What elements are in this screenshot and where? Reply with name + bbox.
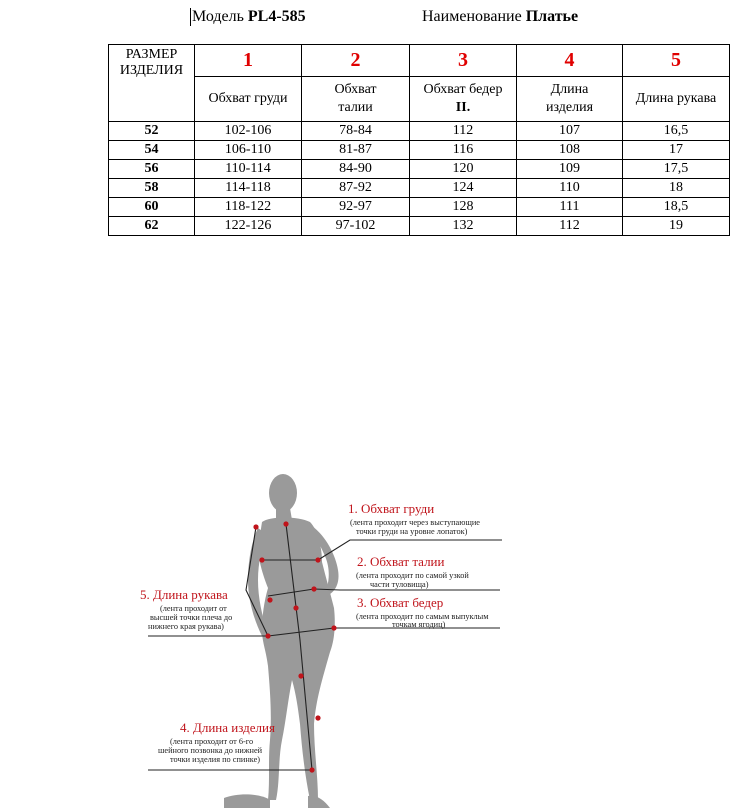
waist-label	[356, 554, 469, 589]
value-cell: 81-87	[302, 141, 410, 160]
table-row	[109, 160, 730, 179]
length-note: (лента проходит от 6-го	[170, 737, 254, 746]
value-cell: 78-84	[302, 122, 410, 141]
column-header: Длина изделия	[517, 77, 623, 122]
size-cell: 52	[109, 122, 195, 141]
marker-dot	[309, 767, 314, 772]
document-header	[0, 8, 736, 30]
value-cell: 87-92	[302, 179, 410, 198]
column-header: Обхват груди	[195, 77, 302, 122]
model-label: Модель	[192, 8, 248, 25]
value-cell: 116	[410, 141, 517, 160]
size-header-line2: ИЗДЕЛИЯ	[119, 63, 184, 78]
length-label	[158, 720, 275, 764]
product-name-value: Платье	[525, 8, 579, 25]
marker-dot	[259, 557, 264, 562]
hips-label	[356, 595, 489, 629]
sleeve-note: нижнего края рукава)	[148, 622, 224, 631]
table-row	[109, 179, 730, 198]
marker-dot	[265, 633, 270, 638]
column-number: 3	[410, 45, 517, 77]
size-header-line1: РАЗМЕР	[125, 47, 178, 62]
value-cell: 118-122	[195, 198, 302, 217]
hips-note: точкам ягодиц)	[392, 620, 446, 629]
value-cell: 112	[517, 217, 623, 236]
value-cell: 132	[410, 217, 517, 236]
marker-dot	[253, 524, 258, 529]
column-number: 4	[517, 45, 623, 77]
size-column-header	[109, 45, 195, 122]
size-cell: 54	[109, 141, 195, 160]
value-cell: 18,5	[623, 198, 730, 217]
value-cell: 122-126	[195, 217, 302, 236]
model-field	[190, 8, 306, 26]
value-cell: 110	[517, 179, 623, 198]
column-number: 1	[195, 45, 302, 77]
sleeve-note: высшей точки плеча до	[150, 613, 233, 622]
value-cell: 97-102	[302, 217, 410, 236]
value-cell: 124	[410, 179, 517, 198]
table-row	[109, 198, 730, 217]
value-cell: 112	[410, 122, 517, 141]
bust-note: (лента проходит через выступающие	[350, 518, 480, 527]
marker-dot	[298, 673, 303, 678]
product-name-field	[422, 8, 578, 26]
bust-label	[348, 501, 480, 536]
value-cell: 19	[623, 217, 730, 236]
marker-dot	[267, 597, 272, 602]
column-number: 5	[623, 45, 730, 77]
model-value: PL4-585	[247, 8, 306, 25]
table-row	[109, 122, 730, 141]
value-cell: 17,5	[623, 160, 730, 179]
value-cell: 120	[410, 160, 517, 179]
length-title: 4. Длина изделия	[180, 720, 275, 735]
marker-dot	[311, 586, 316, 591]
sleeve-note: (лента проходит от	[160, 604, 227, 613]
waist-note: (лента проходит по самой узкой	[356, 571, 469, 580]
sleeve-label	[140, 587, 232, 631]
sleeve-title: 5. Длина рукава	[140, 587, 228, 602]
marker-dot	[315, 557, 320, 562]
bust-note: точки груди на уровне лопаток)	[356, 527, 468, 536]
bust-title: 1. Обхват груди	[348, 501, 435, 516]
marker-dot	[283, 521, 288, 526]
marker-dot	[331, 625, 336, 630]
value-cell: 109	[517, 160, 623, 179]
table-row	[109, 217, 730, 236]
hips-note: (лента проходит по самым выпуклым	[356, 612, 489, 621]
column-header: Обхват бедер II.	[410, 77, 517, 122]
value-cell: 17	[623, 141, 730, 160]
column-number: 2	[302, 45, 410, 77]
value-cell: 110-114	[195, 160, 302, 179]
value-cell: 18	[623, 179, 730, 198]
size-table	[108, 44, 730, 236]
table-row	[109, 141, 730, 160]
size-cell: 60	[109, 198, 195, 217]
value-cell: 107	[517, 122, 623, 141]
value-cell: 16,5	[623, 122, 730, 141]
length-note: точки изделия по спинке)	[170, 755, 261, 764]
value-cell: 84-90	[302, 160, 410, 179]
value-cell: 114-118	[195, 179, 302, 198]
measurement-diagram	[0, 440, 736, 809]
value-cell: 108	[517, 141, 623, 160]
value-cell: 128	[410, 198, 517, 217]
hips-title: 3. Обхват бедер	[357, 595, 444, 610]
value-cell: 111	[517, 198, 623, 217]
length-note: шейного позвонка до нижней	[158, 746, 263, 755]
value-cell: 92-97	[302, 198, 410, 217]
product-name-label: Наименование	[422, 8, 526, 25]
waist-note: части туловища)	[370, 580, 429, 589]
column-header: Длина рукава	[623, 77, 730, 122]
column-header: Обхват талии	[302, 77, 410, 122]
size-cell: 58	[109, 179, 195, 198]
size-cell: 62	[109, 217, 195, 236]
size-cell: 56	[109, 160, 195, 179]
value-cell: 106-110	[195, 141, 302, 160]
value-cell: 102-106	[195, 122, 302, 141]
marker-dot	[315, 715, 320, 720]
waist-title: 2. Обхват талии	[357, 554, 445, 569]
marker-dot	[293, 605, 298, 610]
